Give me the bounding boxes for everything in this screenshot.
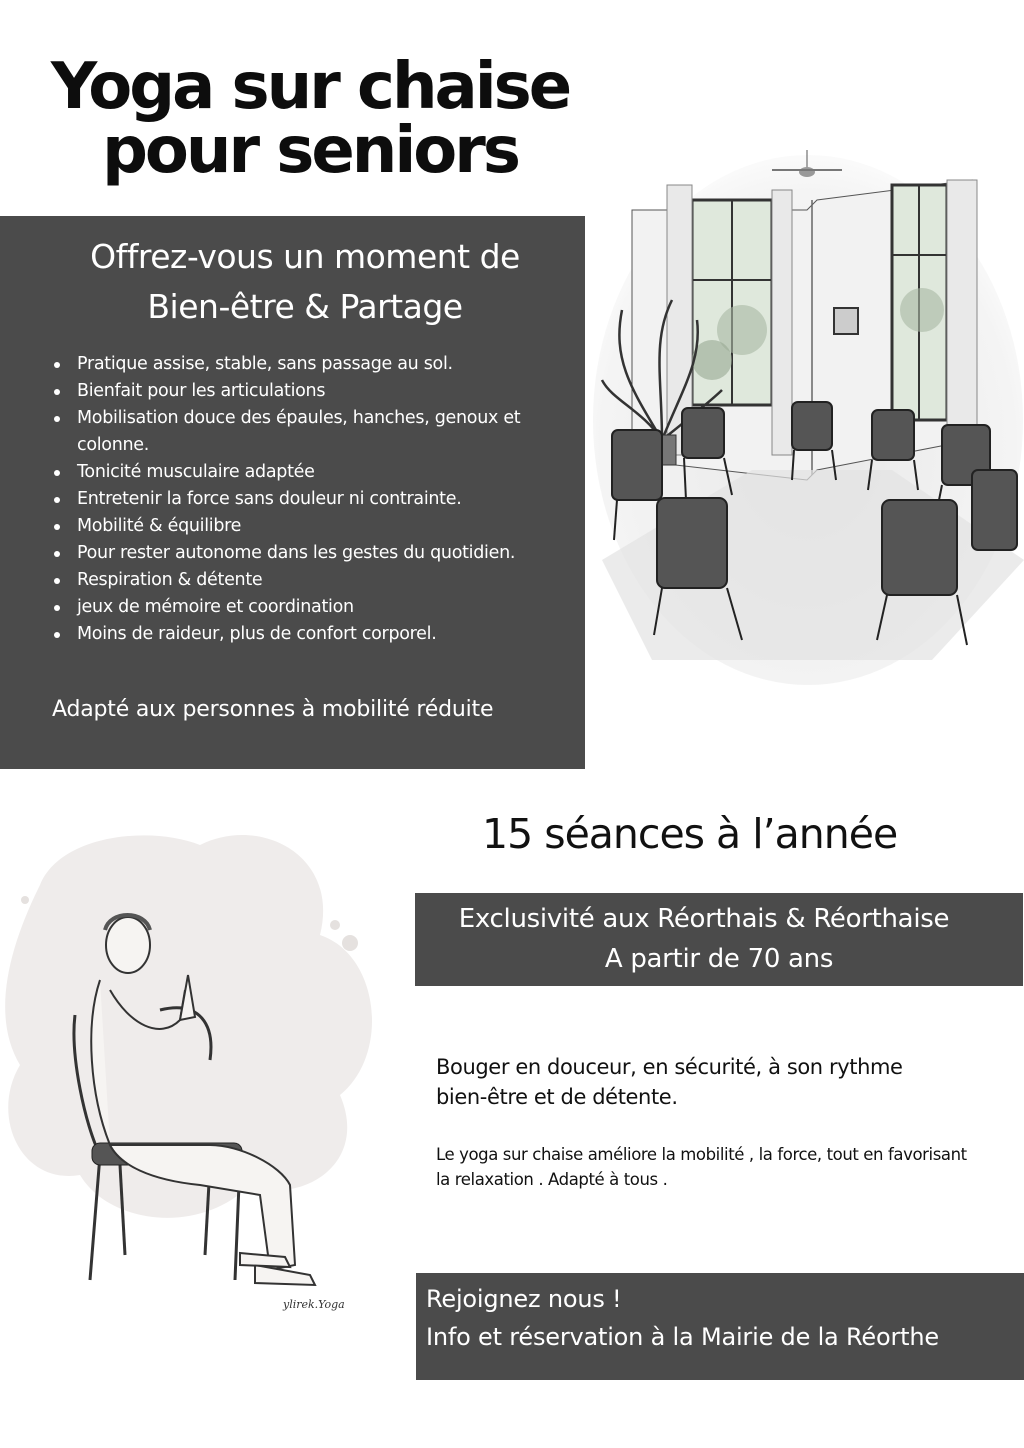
page-title bbox=[40, 50, 580, 188]
list-item: Moins de raideur, plus de confort corporel. bbox=[51, 621, 581, 648]
exclusivity-box bbox=[415, 893, 1023, 986]
tagline bbox=[0, 232, 610, 332]
list-item: Bienfait pour les articulations bbox=[51, 378, 581, 405]
list-item: jeux de mémoire et coordination bbox=[51, 594, 581, 621]
description-line-2: bien-être et de détente. bbox=[436, 1085, 678, 1109]
title-line-1: Yoga sur chaise bbox=[50, 50, 570, 124]
description-paragraph: Le yoga sur chaise améliore la mobilité , la force, tout en favorisant la relaxation . Adapté à tous . bbox=[436, 1145, 967, 1189]
sessions-heading: 15 séances à l’année bbox=[482, 810, 898, 858]
description-lead bbox=[436, 1052, 903, 1112]
list-item: Entretenir la force sans douleur ni contrainte. bbox=[51, 486, 581, 513]
list-item: Pratique assise, stable, sans passage au sol. bbox=[51, 351, 581, 378]
accessibility-note: Adapté aux personnes à mobilité réduite bbox=[52, 697, 494, 722]
title-line-2: pour seniors bbox=[102, 114, 518, 188]
cta-line-2: Info et réservation à la Mairie de la Réorthe bbox=[426, 1323, 939, 1351]
list-item: Mobilité & équilibre bbox=[51, 513, 581, 540]
cta-line-1: Rejoignez nous ! bbox=[426, 1285, 622, 1313]
tagline-line-1: Offrez-vous un moment de bbox=[90, 237, 520, 276]
list-item: Pour rester autonome dans les gestes du quotidien. bbox=[51, 540, 581, 567]
benefits-list bbox=[51, 351, 581, 648]
cta-box bbox=[416, 1273, 1024, 1380]
list-item: Mobilisation douce des épaules, hanches, genoux et colonne. bbox=[51, 405, 581, 459]
room-illustration bbox=[592, 140, 1024, 685]
senior-illustration bbox=[0, 825, 390, 1325]
description-line-1: Bouger en douceur, en sécurité, à son rythme bbox=[436, 1055, 903, 1079]
exclusivity-line-1: Exclusivité aux Réorthais & Réorthaise bbox=[458, 904, 950, 934]
list-item: Tonicité musculaire adaptée bbox=[51, 459, 581, 486]
exclusivity-line-2: A partir de 70 ans bbox=[604, 944, 834, 974]
illustration-signature: ylirek.Yoga bbox=[283, 1298, 345, 1311]
tagline-line-2: Bien-être & Partage bbox=[147, 287, 463, 326]
list-item: Respiration & détente bbox=[51, 567, 581, 594]
